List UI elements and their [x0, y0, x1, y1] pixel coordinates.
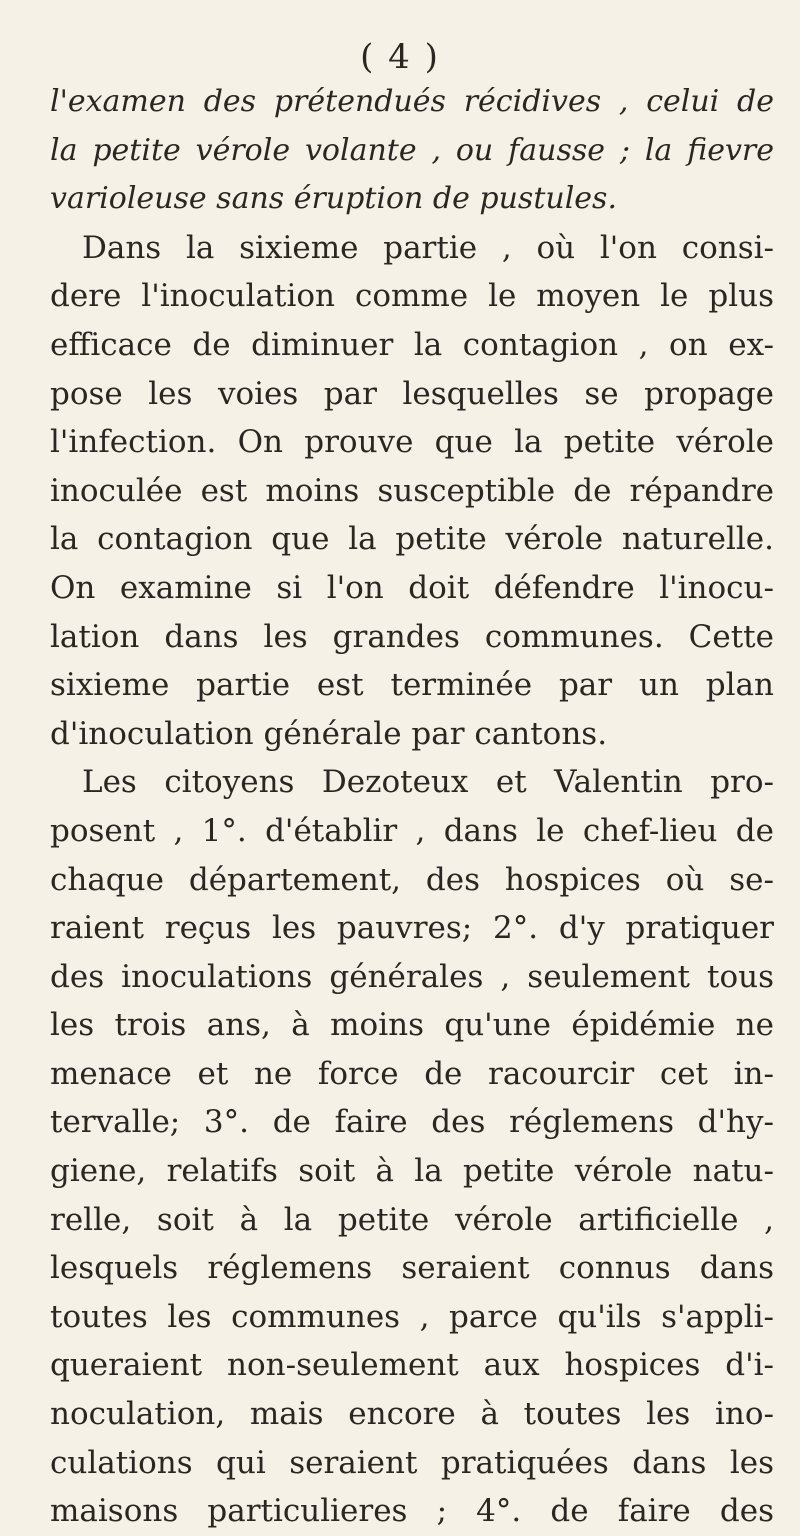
text-line: dere l'inoculation comme le moyen le plus — [50, 278, 774, 315]
text-line: menace et ne force de racourcir cet in- — [50, 1055, 774, 1092]
text-line: maisons particulieres ; 4°. de faire des — [50, 1493, 774, 1530]
text-line: queraient non-seulement aux hospices d'i- — [50, 1347, 774, 1384]
text-line: lesquels réglemens seraient connus dans — [50, 1250, 774, 1287]
text-line: culations qui seraient pratiquées dans les — [50, 1444, 774, 1481]
text-line: On examine si l'on doit défendre l'inocu- — [50, 569, 774, 606]
text-line: l'examen des prétendués récidives , celui de — [50, 84, 774, 119]
text-line: la contagion que la petite vérole naturelle. — [50, 521, 774, 558]
text-line: pose les voies par lesquelles se propage — [50, 375, 774, 412]
text-line: Les citoyens Dezoteux et Valentin pro- — [82, 764, 774, 801]
body-text — [50, 78, 774, 1536]
text-line: efficace de diminuer la contagion , on ex- — [50, 326, 774, 363]
text-line: raient reçus les pauvres; 2°. d'y pratiquer — [50, 910, 774, 947]
text-line: chaque département, des hospices où se- — [50, 861, 774, 898]
text-line: des inoculations générales , seulement tous — [50, 958, 774, 995]
text-line: la petite vérole volante , ou fausse ; la fievre — [50, 132, 774, 168]
text-line: toutes les communes , parce qu'ils s'appli- — [50, 1298, 774, 1335]
text-line: relle, soit à la petite vérole artificielle , — [50, 1201, 774, 1238]
text-line: sixieme partie est terminée par un plan — [50, 667, 774, 704]
text-line: lation dans les grandes communes. Cette — [50, 618, 774, 655]
page-number: ( 4 ) — [360, 37, 440, 77]
text-line: les trois ans, à moins qu'une épidémie ne — [50, 1007, 774, 1044]
text-line: tervalle; 3°. de faire des réglemens d'hy- — [50, 1104, 774, 1141]
text-line: posent , 1°. d'établir , dans le chef-lieu de — [50, 812, 774, 849]
text-line: d'inoculation générale par cantons. — [50, 715, 608, 752]
text-line: noculation, mais encore à toutes les ino- — [50, 1396, 774, 1433]
text-line: giene, relatifs soit à la petite vérole natu- — [50, 1153, 774, 1190]
text-line: Dans la sixieme partie , où l'on consi- — [82, 229, 774, 266]
text-line: l'infection. On prouve que la petite vérole — [50, 424, 774, 461]
text-line: varioleuse sans éruption de pustules. — [50, 181, 617, 217]
text-line: inoculée est moins susceptible de répandre — [50, 472, 774, 509]
